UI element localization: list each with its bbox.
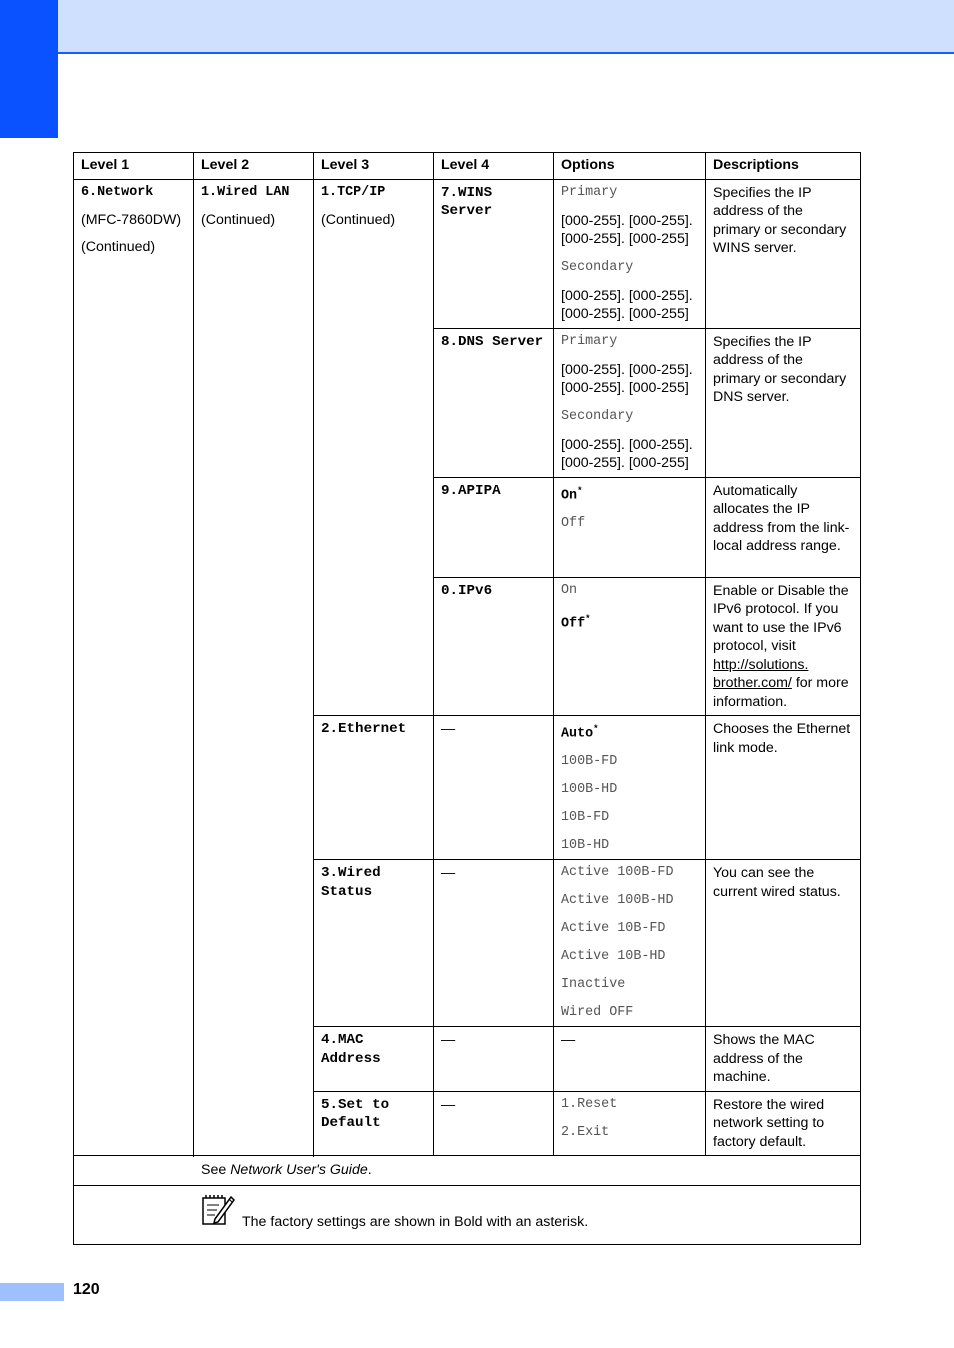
level4-dns: 8.DNS Server: [434, 328, 554, 477]
level3-name: 1.TCP/IP: [321, 184, 386, 200]
option-secondary: Secondary: [561, 408, 634, 424]
header-descriptions: Descriptions: [706, 153, 861, 180]
option-item: 100B-FD: [561, 754, 618, 770]
reference-row: [74, 1156, 861, 1186]
level3-wired-status: 3.Wired Status: [314, 860, 434, 1027]
solutions-link[interactable]: http://solutions. brother.com/: [713, 656, 809, 691]
level1-model: (MFC-7860DW): [81, 211, 182, 228]
options-ipv6: [554, 577, 706, 716]
option-off: Off: [561, 515, 586, 531]
header-level4: Level 4: [434, 153, 554, 180]
level3-set-default: 5.Set to Default: [314, 1091, 434, 1156]
table-header-row: [74, 153, 861, 180]
asterisk: *: [577, 485, 583, 496]
level1-name: 6.Network: [81, 184, 154, 200]
level1-continued: (Continued): [81, 239, 156, 255]
reference-cell: [74, 1156, 861, 1186]
desc-ipv6-text: Enable or Disable the IPv6 protocol. If you want to use the IPv6 protocol, visit: [713, 582, 849, 654]
table-row: [74, 179, 861, 328]
level4-mac: —: [434, 1027, 554, 1092]
secondary-range: [000-255]. [000-255]. [000-255]. [000-255]: [561, 287, 693, 322]
header-level2: Level 2: [194, 153, 314, 180]
option-primary: Primary: [561, 184, 618, 200]
option-off-default: [561, 610, 698, 633]
header-band: [0, 0, 954, 54]
option-item: 10B-FD: [561, 810, 610, 826]
level4-set-default: —: [434, 1091, 554, 1156]
note-icon: [201, 1192, 235, 1226]
level3-continued: (Continued): [321, 211, 396, 228]
option-item: 10B-HD: [561, 838, 610, 854]
option-item: Active 10B-FD: [561, 921, 666, 937]
desc-dns: Specifies the IP address of the primary or secondary DNS server.: [706, 328, 861, 477]
reference-title: Network User's Guide: [230, 1162, 368, 1179]
level3-mac: 4.MAC Address: [314, 1027, 434, 1092]
desc-mac: Shows the MAC address of the machine.: [706, 1027, 861, 1092]
desc-wired-status: You can see the current wired status.: [706, 860, 861, 1027]
header-level1: Level 1: [74, 153, 194, 180]
footer-bar: [0, 1283, 64, 1301]
level2-cell: [194, 179, 314, 1156]
options-apipa: [554, 477, 706, 577]
asterisk: *: [593, 724, 599, 734]
desc-ipv6: [706, 577, 861, 716]
level3-ethernet: 2.Ethernet: [314, 716, 434, 860]
note-cell: [74, 1185, 861, 1244]
option-item: Wired OFF: [561, 1005, 634, 1021]
reference-suffix: .: [367, 1162, 372, 1179]
option-on: On: [561, 582, 578, 598]
primary-range: [000-255]. [000-255]. [000-255]. [000-255]: [561, 361, 693, 396]
options-set-default: [554, 1091, 706, 1156]
desc-ipv6-tail: for more information.: [713, 675, 849, 710]
options-wired-status: [554, 860, 706, 1027]
option-item: 2.Exit: [561, 1124, 610, 1140]
desc-wins: Specifies the IP address of the primary or secondary WINS server.: [706, 179, 861, 328]
options-ethernet: [554, 716, 706, 860]
option-item: Active 100B-FD: [561, 865, 674, 881]
level2-name: 1.Wired LAN: [201, 184, 290, 200]
option-auto-default: [561, 720, 698, 743]
option-primary: Primary: [561, 333, 618, 349]
level2-continued: (Continued): [201, 211, 276, 228]
option-item: 1.Reset: [561, 1096, 618, 1112]
level4-wired-status: —: [434, 860, 554, 1027]
desc-set-default: Restore the wired network setting to factory default.: [706, 1091, 861, 1156]
options-wins: [554, 179, 706, 328]
asterisk: *: [585, 613, 591, 624]
level4-apipa: 9.APIPA: [434, 477, 554, 577]
option-off: Off: [561, 615, 586, 631]
header-options: Options: [554, 153, 706, 180]
note-row: [74, 1185, 861, 1244]
primary-range: [000-255]. [000-255]. [000-255]. [000-255]: [561, 212, 693, 247]
chapter-tab: [0, 0, 58, 138]
reference-prefix: See: [201, 1162, 231, 1179]
option-on: On: [561, 487, 578, 503]
option-auto: Auto: [561, 726, 594, 742]
options-mac: —: [554, 1027, 706, 1092]
level3-tcpip-cell: [314, 179, 434, 716]
option-secondary: Secondary: [561, 259, 634, 275]
option-item: Inactive: [561, 977, 626, 993]
page-number: 120: [73, 1281, 100, 1298]
level4-ethernet: —: [434, 716, 554, 860]
level4-wins: 7.WINS Server: [434, 179, 554, 328]
options-dns: [554, 328, 706, 477]
option-item: Active 100B-HD: [561, 893, 674, 909]
desc-ethernet: Chooses the Ethernet link mode.: [706, 716, 861, 860]
secondary-range: [000-255]. [000-255]. [000-255]. [000-255]: [561, 436, 693, 471]
desc-apipa: Automatically allocates the IP address from the link-local address range.: [706, 477, 861, 577]
option-on-default: [561, 482, 698, 505]
note-text: The factory settings are shown in Bold with an asterisk.: [242, 1213, 589, 1230]
option-item: 100B-HD: [561, 782, 618, 798]
option-item: Active 10B-HD: [561, 949, 666, 965]
level1-cell: [74, 179, 194, 1156]
header-level3: Level 3: [314, 153, 434, 180]
settings-table: [73, 152, 861, 1245]
level4-ipv6: 0.IPv6: [434, 577, 554, 716]
